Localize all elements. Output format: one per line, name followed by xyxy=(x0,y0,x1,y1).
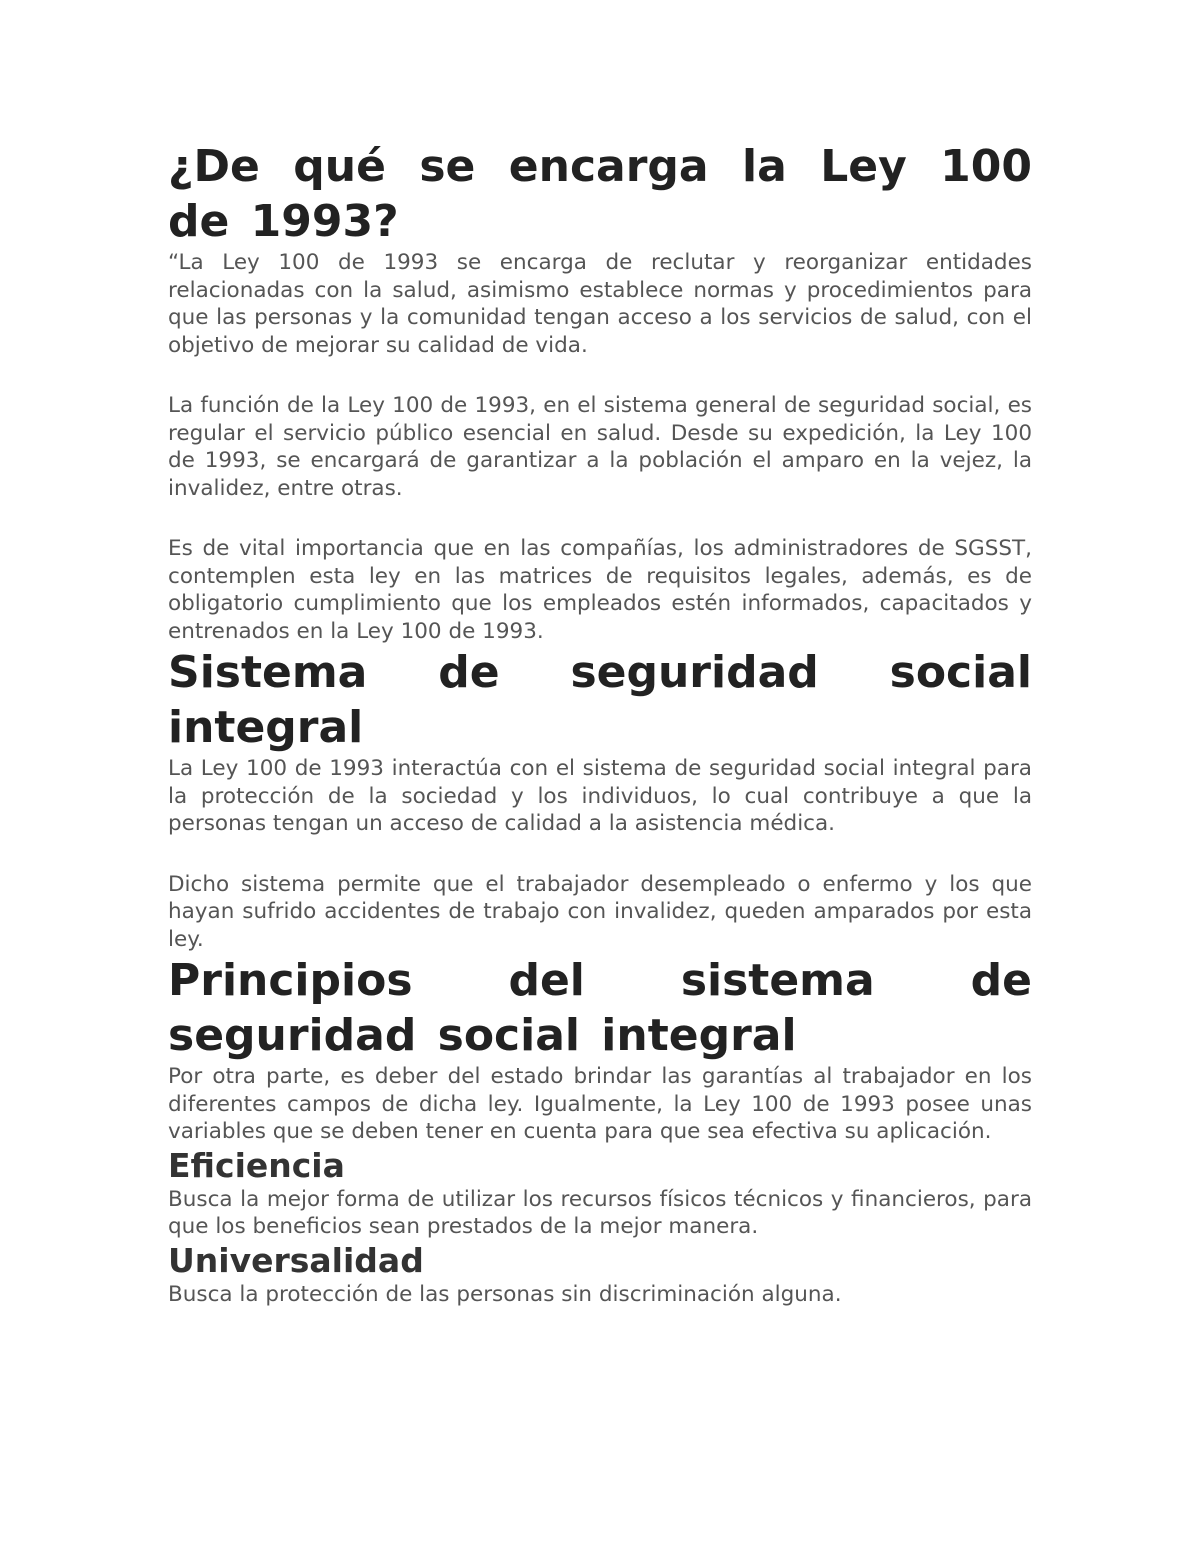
heading-principios: Principios del sistema de seguridad social integral xyxy=(168,955,1032,1061)
paragraph: Busca la protección de las personas sin discriminación alguna. xyxy=(168,1281,842,1307)
paragraph: Es de vital importancia que en las compañías, los administradores de SGSST, contemplen esta ley en las matrices de requisitos legales, además, es de obligatorio cumplimiento que los empleados estén informados, capacitados y entrenados en la Ley 100 de 1993. xyxy=(168,536,1032,644)
heading-sistema-seguridad-social: Sistema de seguridad social integral xyxy=(168,647,1032,753)
subheading-universalidad: Universalidad xyxy=(168,1240,424,1280)
paragraph: La función de la Ley 100 de 1993, en el sistema general de seguridad social, es regular el servicio público esencial en salud. Desde su expedición, la Ley 100 de 1993, se encargará de garantizar a la población el amparo en la vejez, la invalidez, entre otras. xyxy=(168,393,1032,501)
paragraph: Por otra parte, es deber del estado brindar las garantías al trabajador en los diferentes campos de dicha ley. Igualmente, la Ley 100 de 1993 posee unas variables que se deben tener en cuenta para que sea efectiva su aplicación. xyxy=(168,1064,1032,1144)
heading-ley-100: ¿De qué se encarga la Ley 100 de 1993? xyxy=(168,141,1032,247)
paragraph: Dicho sistema permite que el trabajador desempleado o enfermo y los que hayan sufrido accidentes de trabajo con invalidez, queden amparados por esta ley. xyxy=(168,871,1032,952)
subheading-eficiencia: Eficiencia xyxy=(168,1145,345,1185)
paragraph: La Ley 100 de 1993 interactúa con el sistema de seguridad social integral para la protección de la sociedad y los individuos, lo cual contribuye a que la personas tengan un acceso de calidad a la asistencia médica. xyxy=(168,756,1032,836)
paragraph: “La Ley 100 de 1993 se encarga de reclutar y reorganizar entidades relacionadas con la salud, asimismo establece normas y procedimientos para que las personas y la comunidad tengan acceso a los servicios de salud, con el objetivo de mejorar su calidad de vida. xyxy=(168,250,1032,358)
paragraph: Busca la mejor forma de utilizar los recursos físicos técnicos y financieros, para que los beneficios sean prestados de la mejor manera. xyxy=(168,1186,1032,1239)
